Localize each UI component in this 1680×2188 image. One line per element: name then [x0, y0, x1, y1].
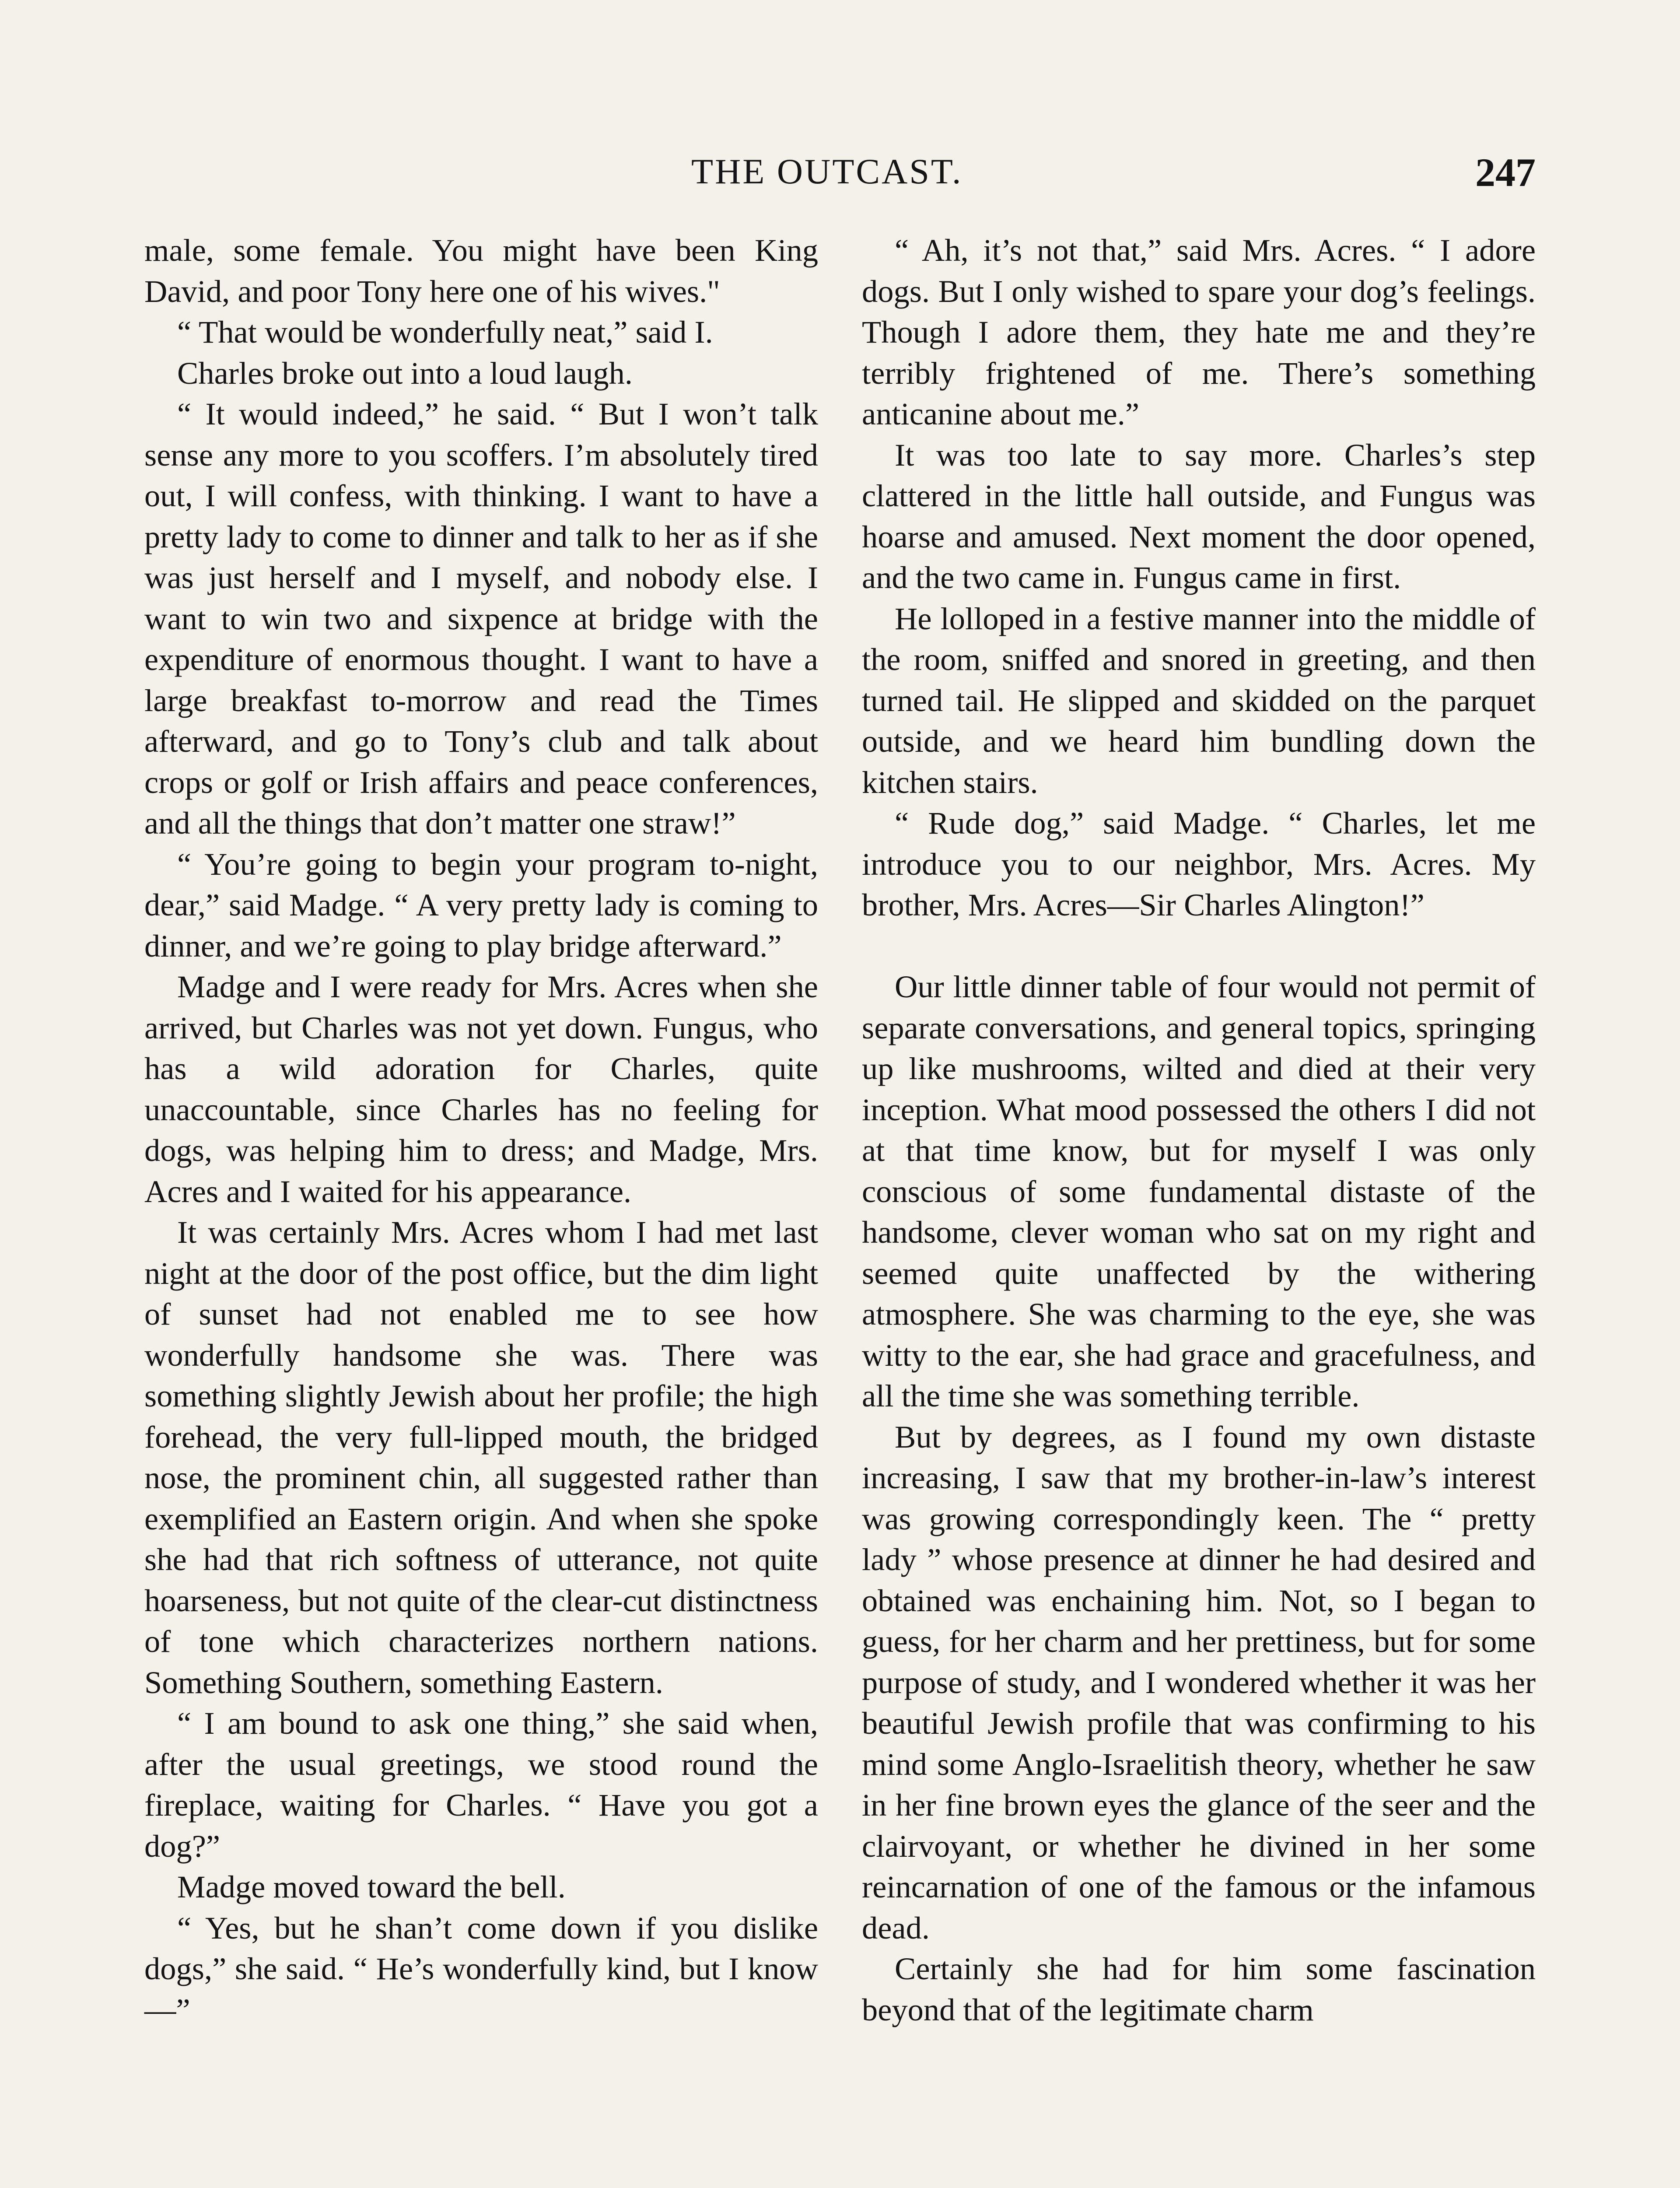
paragraph: “ I am bound to ask one thing,” she said when, after the usual greetings, we stood round the fireplace, waiting for Charles. “ Have you got a dog?”: [144, 1705, 818, 1864]
right-column: [862, 230, 1536, 2030]
paragraph: male, some female. You might have been King David, and poor Tony here one of his wives.": [144, 232, 818, 309]
paragraph: “ It would indeed,” he said. “ But I won’t talk sense any more to you scoffers. I’m absolutely tired out, I will confess, with thinking. I want to have a pretty lady to come to dinner and talk to her as if she was just herself and I myself, and nobody else. I want to win two and sixpence at bridge with the expenditure of enormous thought. I want to have a large breakfast to-morrow and read the Times afterward, and go to Tony’s club and talk about crops or golf or Irish affairs and peace conferences, and all the things that don’t matter one straw!”: [144, 396, 818, 841]
paragraph: “ Yes, but he shan’t come down if you dislike dogs,” she said. “ He’s wonderfully kind, but I know—”: [144, 1910, 818, 2027]
left-column: [144, 230, 818, 2030]
paragraph: Charles broke out into a loud laugh.: [177, 355, 633, 391]
paragraph: “ Ah, it’s not that,” said Mrs. Acres. “ I adore dogs. But I only wished to spare your dog’s feelings. Though I adore them, they hate me and they’re terribly frightened of me. There’s something anticanine about me.”: [862, 232, 1536, 431]
paragraph: But by degrees, as I found my own distaste increasing, I saw that my brother-in-law’s interest was growing correspondingly keen. The “ pretty lady ” whose presence at dinner he had desired and obtained was enchaining him. Not, so I began to guess, for her charm and her prettiness, but for some purpose of study, and I wondered whether it was her beautiful Jewish profile that was confirming to his mind some Anglo-Israelitish theory, whether he saw in her fine brown eyes the glance of the seer and the clairvoyant, or whether he divined in her some reincarnation of one of the famous or the infamous dead.: [862, 1419, 1536, 1946]
paragraph: Madge moved toward the bell.: [177, 1869, 566, 1904]
paragraph: It was certainly Mrs. Acres whom I had met last night at the door of the post office, but the dim light of sunset had not enabled me to see how wonderfully handsome she was. There was something slightly Jewish about her profile; the high forehead, the very full-lipped mouth, the bridged nose, the prominent chin, all suggested rather than exemplified an Eastern origin. And when she spoke she had that rich softness of utterance, not quite hoarseness, but not quite of the clear-cut distinctness of tone which characterizes northern nations. Something Southern, something Eastern.: [144, 1214, 818, 1700]
paragraph: Certainly she had for him some fascination beyond that of the legitimate charm: [862, 1951, 1536, 2027]
page-header: [144, 151, 1536, 199]
paragraph: “ Rude dog,” said Madge. “ Charles, let me introduce you to our neighbor, Mrs. Acres. My brother, Mrs. Acres—Sir Charles Alington!”: [862, 805, 1536, 922]
section-break: [862, 926, 1536, 967]
running-title: THE OUTCAST.: [691, 151, 963, 191]
page-number: 247: [1475, 150, 1536, 195]
paragraph: “ You’re going to begin your program to-night, dear,” said Madge. “ A very pretty lady is coming to dinner, and we’re going to play bridge afterward.”: [144, 846, 818, 964]
paragraph: Madge and I were ready for Mrs. Acres when she arrived, but Charles was not yet down. Fungus, who has a wild adoration for Charles, quite unaccountable, since Charles has no feeling for dogs, was helping him to dress; and Madge, Mrs. Acres and I waited for his appearance.: [144, 969, 818, 1209]
paragraph: Our little dinner table of four would not permit of separate conversations, and general topics, springing up like mushrooms, wilted and died at their very inception. What mood possessed the others I did not at that time know, but for myself I was only conscious of some fundamental distaste of the handsome, clever woman who sat on my right and seemed quite unaffected by the withering atmosphere. She was charming to the eye, she was witty to the ear, she had grace and gracefulness, and all the time she was something terrible.: [862, 969, 1536, 1413]
paragraph: “ That would be wonderfully neat,” said I.: [177, 314, 713, 350]
paragraph: It was too late to say more. Charles’s step clattered in the little hall outside, and Fungus was hoarse and amused. Next moment the door opened, and the two came in. Fungus came in first.: [862, 437, 1536, 595]
paragraph: He lolloped in a festive manner into the middle of the room, sniffed and snored in greeting, and then turned tail. He slipped and skidded on the parquet outside, and we heard him bundling down the kitchen stairs.: [862, 600, 1536, 800]
